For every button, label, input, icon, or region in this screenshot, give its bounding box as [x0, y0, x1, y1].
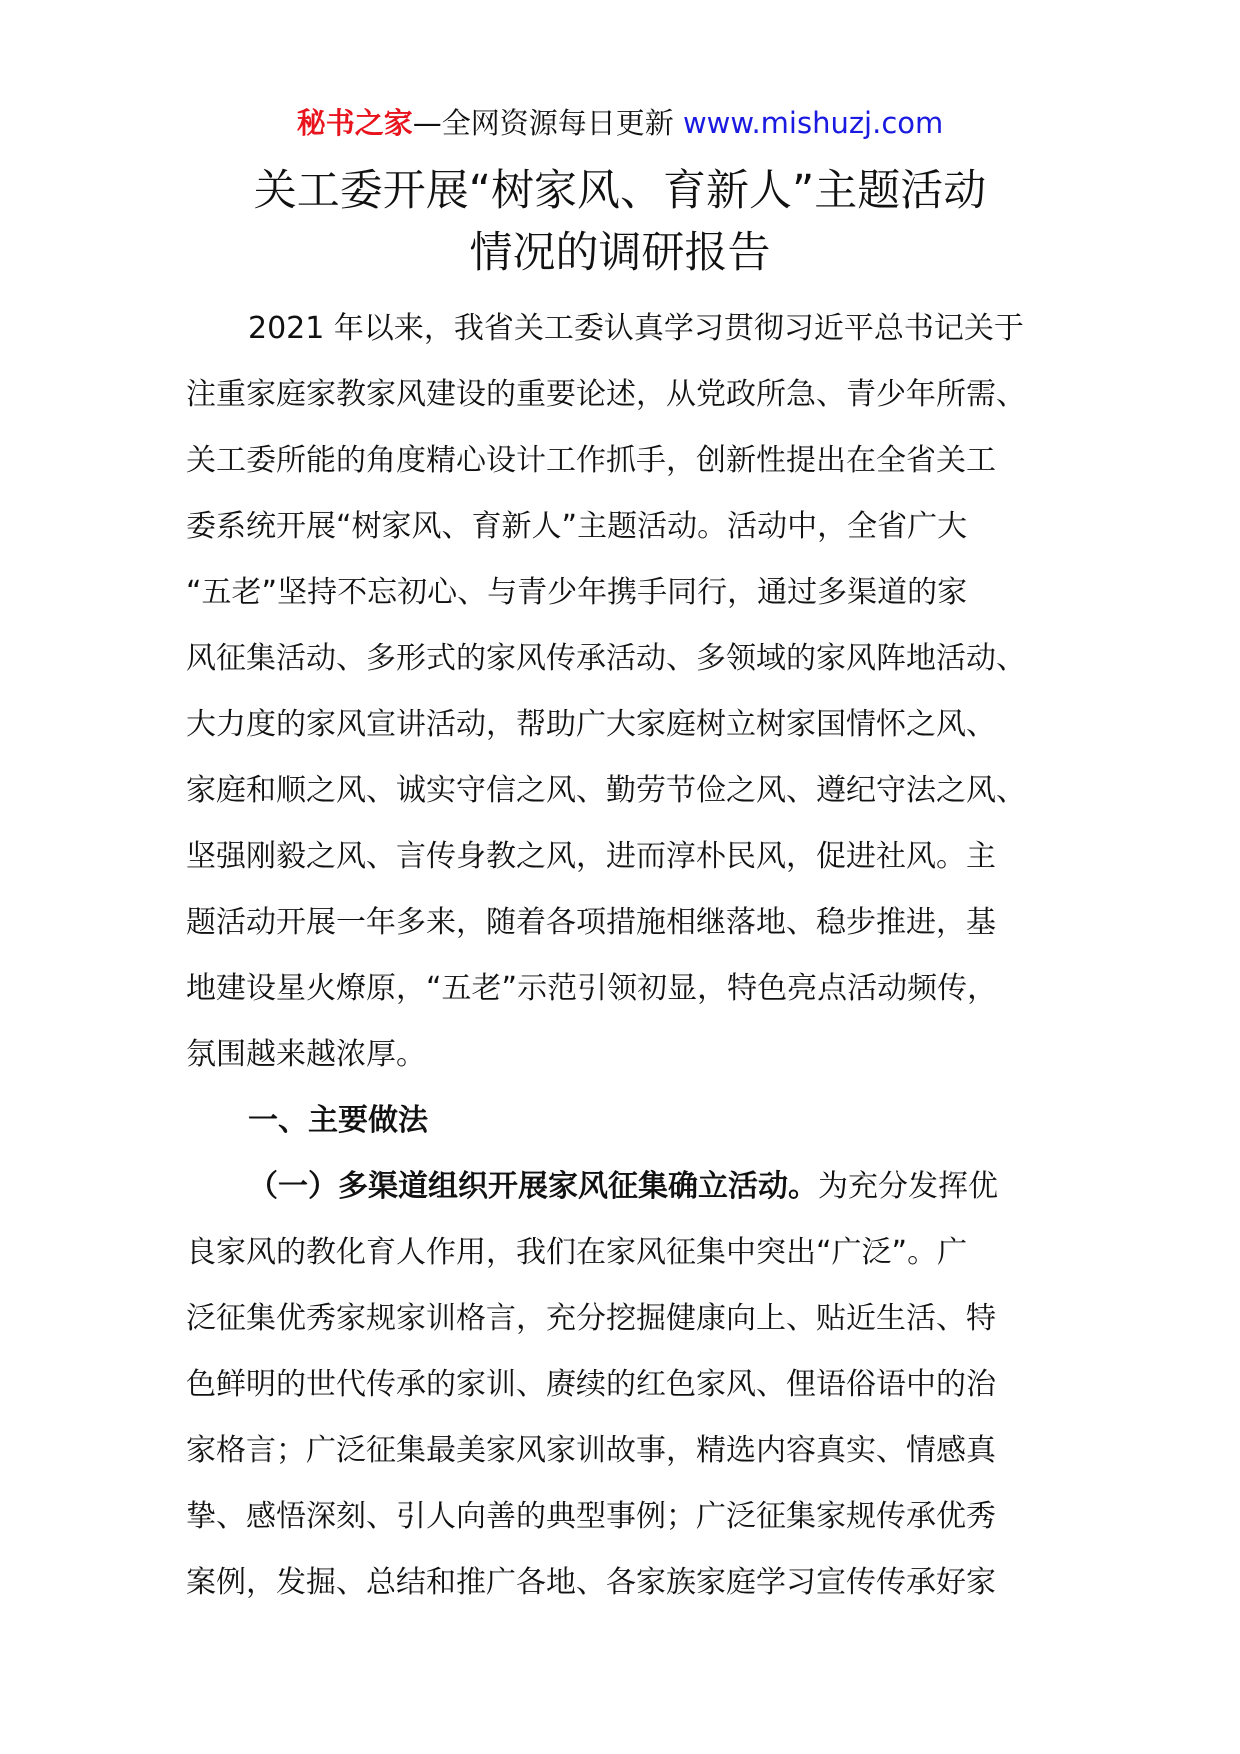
- subsection-heading: （一）多渠道组织开展家风征集确立活动。: [248, 1169, 818, 1204]
- text-line: “五老”坚持不忘初心、与青少年携手同行，通过多渠道的家: [186, 575, 968, 610]
- paragraph-subsection-1: [186, 1154, 1086, 1616]
- text-line: 家格言；广泛征集最美家风家训故事，精选内容真实、情感真: [186, 1433, 996, 1468]
- subsection-first-line: [186, 1154, 1086, 1220]
- site-url-link[interactable]: www.mishuzj.com: [682, 106, 944, 140]
- document-body: [186, 296, 1086, 1616]
- section-heading: 一、主要做法: [248, 1103, 428, 1138]
- title-line-2: 情况的调研报告: [469, 228, 771, 278]
- text-line: 氛围越来越浓厚。: [186, 1037, 426, 1072]
- text-line: 地建设星火燎原，“五老”示范引领初显，特色亮点活动频传，: [186, 971, 998, 1006]
- paragraph-intro: [186, 296, 1086, 1088]
- text-line: 关工委所能的角度精心设计工作抓手，创新性提出在全省关工: [186, 443, 996, 478]
- text-line: 大力度的家风宣讲活动，帮助广大家庭树立树家国情怀之风、: [186, 707, 996, 742]
- text-line: 色鲜明的世代传承的家训、赓续的红色家风、俚语俗语中的治: [186, 1367, 996, 1402]
- text-line: 家庭和顺之风、诚实守信之风、勤劳节俭之风、遵纪守法之风、: [186, 773, 1026, 808]
- text-line: 良家风的教化育人作用，我们在家风征集中突出“广泛”。广: [186, 1235, 968, 1270]
- text-line: 委系统开展“树家风、育新人”主题活动。活动中，全省广大: [186, 509, 968, 544]
- subsection-text: 为充分发挥优: [818, 1169, 998, 1204]
- brand-name: 秘书之家: [296, 106, 413, 140]
- text-line: 题活动开展一年多来，随着各项措施相继落地、稳步推进，基: [186, 905, 996, 940]
- text-line: 挚、感悟深刻、引人向善的典型事例；广泛征集家规传承优秀: [186, 1499, 996, 1534]
- text-line: 风征集活动、多形式的家风传承活动、多领域的家风阵地活动、: [186, 641, 1026, 676]
- text-line: 坚强刚毅之风、言传身教之风，进而淳朴民风，促进社风。主: [186, 839, 996, 874]
- title-line-1: 关工委开展“树家风、育新人”主题活动: [253, 166, 987, 216]
- text-line: 2021 年以来，我省关工委认真学习贯彻习近平总书记关于: [248, 311, 1024, 346]
- text-line: 案例，发掘、总结和推广各地、各家族家庭学习宣传传承好家: [186, 1565, 996, 1600]
- document-title: [0, 160, 1240, 284]
- site-banner: [0, 100, 1240, 146]
- text-line: 泛征集优秀家规家训格言，充分挖掘健康向上、贴近生活、特: [186, 1301, 996, 1336]
- text-line: 注重家庭家教家风建设的重要论述，从党政所急、青少年所需、: [186, 377, 1026, 412]
- banner-tagline: —全网资源每日更新: [412, 106, 683, 140]
